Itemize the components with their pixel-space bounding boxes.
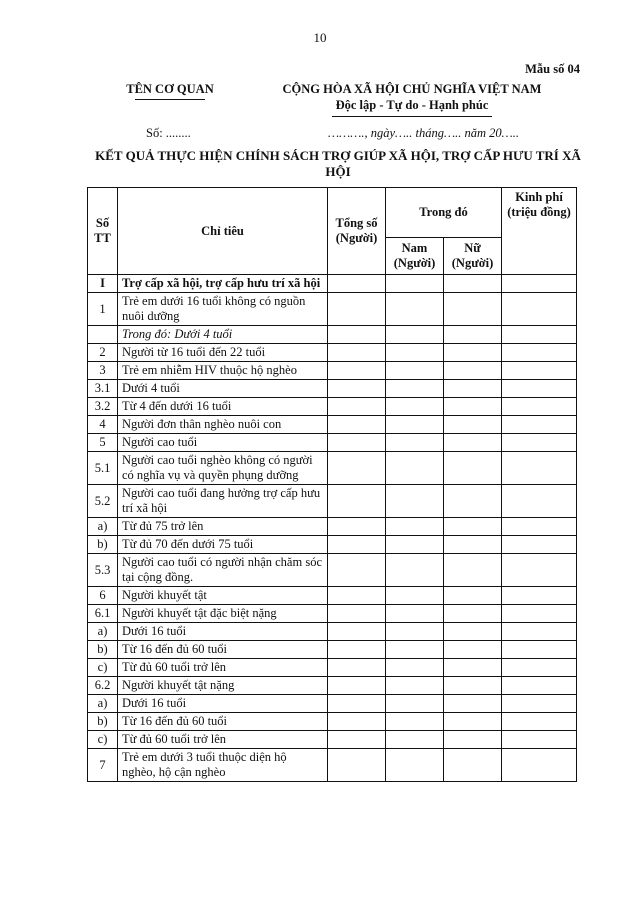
funding-cell [502,587,577,605]
funding-cell [502,416,577,434]
female-cell [444,554,502,587]
funding-cell [502,293,577,326]
male-cell [386,485,444,518]
male-cell [386,416,444,434]
total-cell [328,485,386,518]
total-cell [328,749,386,782]
male-cell [386,380,444,398]
table-row [88,605,577,623]
total-cell [328,605,386,623]
row-indicator: Trợ cấp xã hội, trợ cấp hưu trí xã hội [118,275,328,293]
male-cell [386,677,444,695]
female-cell [444,398,502,416]
male-cell [386,641,444,659]
funding-cell [502,518,577,536]
header-stt: Số TT [88,188,118,275]
female-cell [444,452,502,485]
form-code: Mẫu số 04 [525,62,580,76]
total-cell [328,536,386,554]
total-cell [328,554,386,587]
female-cell [444,485,502,518]
row-number: a) [88,518,118,536]
row-indicator: Dưới 16 tuổi [118,695,328,713]
funding-cell [502,731,577,749]
total-cell [328,434,386,452]
female-cell [444,293,502,326]
page-number: 10 [313,30,327,45]
row-indicator: Trẻ em dưới 16 tuổi không có nguồn nuôi dưỡng [118,293,328,326]
female-cell [444,344,502,362]
header-total: Tổng số (Người) [328,188,386,275]
table-row [88,587,577,605]
row-number: 6.2 [88,677,118,695]
row-number: 3.2 [88,398,118,416]
row-indicator: Người khuyết tật nặng [118,677,328,695]
row-indicator: Từ đủ 70 đến dưới 75 tuổi [118,536,328,554]
total-cell [328,416,386,434]
table-row [88,641,577,659]
funding-cell [502,362,577,380]
table-row [88,485,577,518]
female-cell [444,749,502,782]
row-number: c) [88,731,118,749]
total-cell [328,293,386,326]
table-row [88,518,577,536]
total-cell [328,659,386,677]
male-cell [386,536,444,554]
male-cell [386,452,444,485]
total-cell [328,380,386,398]
table-row [88,452,577,485]
row-number: a) [88,623,118,641]
row-indicator: Người từ 16 tuổi đến 22 tuổi [118,344,328,362]
header-funding: Kinh phí (triệu đồng) [502,188,577,275]
funding-cell [502,452,577,485]
total-cell [328,275,386,293]
female-cell [444,641,502,659]
row-number: 3 [88,362,118,380]
funding-cell [502,605,577,623]
funding-cell [502,434,577,452]
table-row [88,326,577,344]
total-cell [328,731,386,749]
female-cell [444,518,502,536]
organization-name: TÊN CƠ QUAN [126,82,214,96]
female-cell [444,587,502,605]
row-number: 5.3 [88,554,118,587]
table-row [88,677,577,695]
total-cell [328,587,386,605]
female-cell [444,326,502,344]
national-name: CỘNG HÒA XÃ HỘI CHỦ NGHĨA VIỆT NAM [282,82,542,96]
funding-cell [502,398,577,416]
row-indicator: Người khuyết tật đặc biệt nặng [118,605,328,623]
female-cell [444,623,502,641]
row-indicator: Từ 16 đến đủ 60 tuổi [118,641,328,659]
row-indicator: Từ đủ 60 tuổi trở lên [118,659,328,677]
row-indicator: Người cao tuổi đang hưởng trợ cấp hưu trí xã hội [118,485,328,518]
row-indicator: Từ đủ 75 trở lên [118,518,328,536]
male-cell [386,275,444,293]
funding-cell [502,677,577,695]
table-header-row [88,188,577,238]
row-number: 1 [88,293,118,326]
male-cell [386,587,444,605]
motto-underline [332,116,492,117]
female-cell [444,434,502,452]
funding-cell [502,659,577,677]
national-header [262,82,562,117]
row-indicator: Từ 4 đến dưới 16 tuổi [118,398,328,416]
table-row [88,434,577,452]
row-number: I [88,275,118,293]
national-motto: Độc lập - Tự do - Hạnh phúc [335,98,489,112]
female-cell [444,362,502,380]
table-row [88,554,577,587]
table-row [88,695,577,713]
report-table [87,187,577,782]
header-male: Nam (Người) [386,238,444,275]
row-indicator: Dưới 16 tuổi [118,623,328,641]
row-indicator: Người cao tuổi [118,434,328,452]
row-number: 7 [88,749,118,782]
funding-cell [502,623,577,641]
row-indicator: Người cao tuổi có người nhận chăm sóc tại cộng đồng. [118,554,328,587]
total-cell [328,713,386,731]
row-number: 3.1 [88,380,118,398]
table-row [88,416,577,434]
header-indicator: Chỉ tiêu [118,188,328,275]
row-number: b) [88,641,118,659]
row-number: c) [88,659,118,677]
row-number: b) [88,536,118,554]
male-cell [386,713,444,731]
table-row [88,749,577,782]
table-row [88,344,577,362]
funding-cell [502,485,577,518]
table-body [88,275,577,782]
female-cell [444,275,502,293]
male-cell [386,362,444,380]
total-cell [328,695,386,713]
female-cell [444,659,502,677]
male-cell [386,554,444,587]
funding-cell [502,641,577,659]
table-row [88,536,577,554]
male-cell [386,434,444,452]
male-cell [386,623,444,641]
row-number: 6 [88,587,118,605]
table-row [88,362,577,380]
row-indicator: Trong đó: Dưới 4 tuổi [118,326,328,344]
male-cell [386,605,444,623]
organization-block [110,82,230,100]
funding-cell [502,749,577,782]
female-cell [444,416,502,434]
table-row [88,713,577,731]
total-cell [328,623,386,641]
header-of-which: Trong đó [386,188,502,238]
female-cell [444,536,502,554]
female-cell [444,731,502,749]
funding-cell [502,713,577,731]
funding-cell [502,536,577,554]
row-number: 4 [88,416,118,434]
row-number: 5.2 [88,485,118,518]
male-cell [386,344,444,362]
male-cell [386,398,444,416]
male-cell [386,518,444,536]
date-line: ………., ngày….. tháng….. năm 20….. [328,126,519,140]
table-row [88,380,577,398]
table-row [88,731,577,749]
row-indicator: Từ đủ 60 tuổi trở lên [118,731,328,749]
document-number: Số: ........ [146,126,191,140]
table-row [88,398,577,416]
male-cell [386,326,444,344]
total-cell [328,677,386,695]
funding-cell [502,380,577,398]
organization-underline [135,99,205,100]
total-cell [328,362,386,380]
row-indicator: Trẻ em dưới 3 tuổi thuộc diện hộ nghèo, hộ cận nghèo [118,749,328,782]
report-title: KẾT QUẢ THỰC HIỆN CHÍNH SÁCH TRỢ GIÚP XÃ HỘI, TRỢ CẤP HƯU TRÍ XÃ HỘI [95,148,581,179]
row-indicator: Dưới 4 tuổi [118,380,328,398]
row-indicator: Người cao tuổi nghèo không có người có nghĩa vụ và quyền phụng dưỡng [118,452,328,485]
row-number: b) [88,713,118,731]
total-cell [328,452,386,485]
total-cell [328,641,386,659]
male-cell [386,749,444,782]
total-cell [328,398,386,416]
funding-cell [502,344,577,362]
row-indicator: Trẻ em nhiễm HIV thuộc hộ nghèo [118,362,328,380]
table-row [88,293,577,326]
row-number: 6.1 [88,605,118,623]
female-cell [444,695,502,713]
funding-cell [502,695,577,713]
female-cell [444,380,502,398]
row-number: 5.1 [88,452,118,485]
funding-cell [502,275,577,293]
female-cell [444,677,502,695]
female-cell [444,713,502,731]
male-cell [386,659,444,677]
table-row [88,659,577,677]
male-cell [386,695,444,713]
row-indicator: Từ 16 đến đủ 60 tuổi [118,713,328,731]
row-number: 2 [88,344,118,362]
male-cell [386,293,444,326]
funding-cell [502,326,577,344]
row-indicator: Người đơn thân nghèo nuôi con [118,416,328,434]
funding-cell [502,554,577,587]
row-number [88,326,118,344]
header-female: Nữ (Người) [444,238,502,275]
row-number: 5 [88,434,118,452]
row-number: a) [88,695,118,713]
total-cell [328,344,386,362]
row-indicator: Người khuyết tật [118,587,328,605]
male-cell [386,731,444,749]
total-cell [328,518,386,536]
total-cell [328,326,386,344]
table-row [88,623,577,641]
table-row [88,275,577,293]
female-cell [444,605,502,623]
